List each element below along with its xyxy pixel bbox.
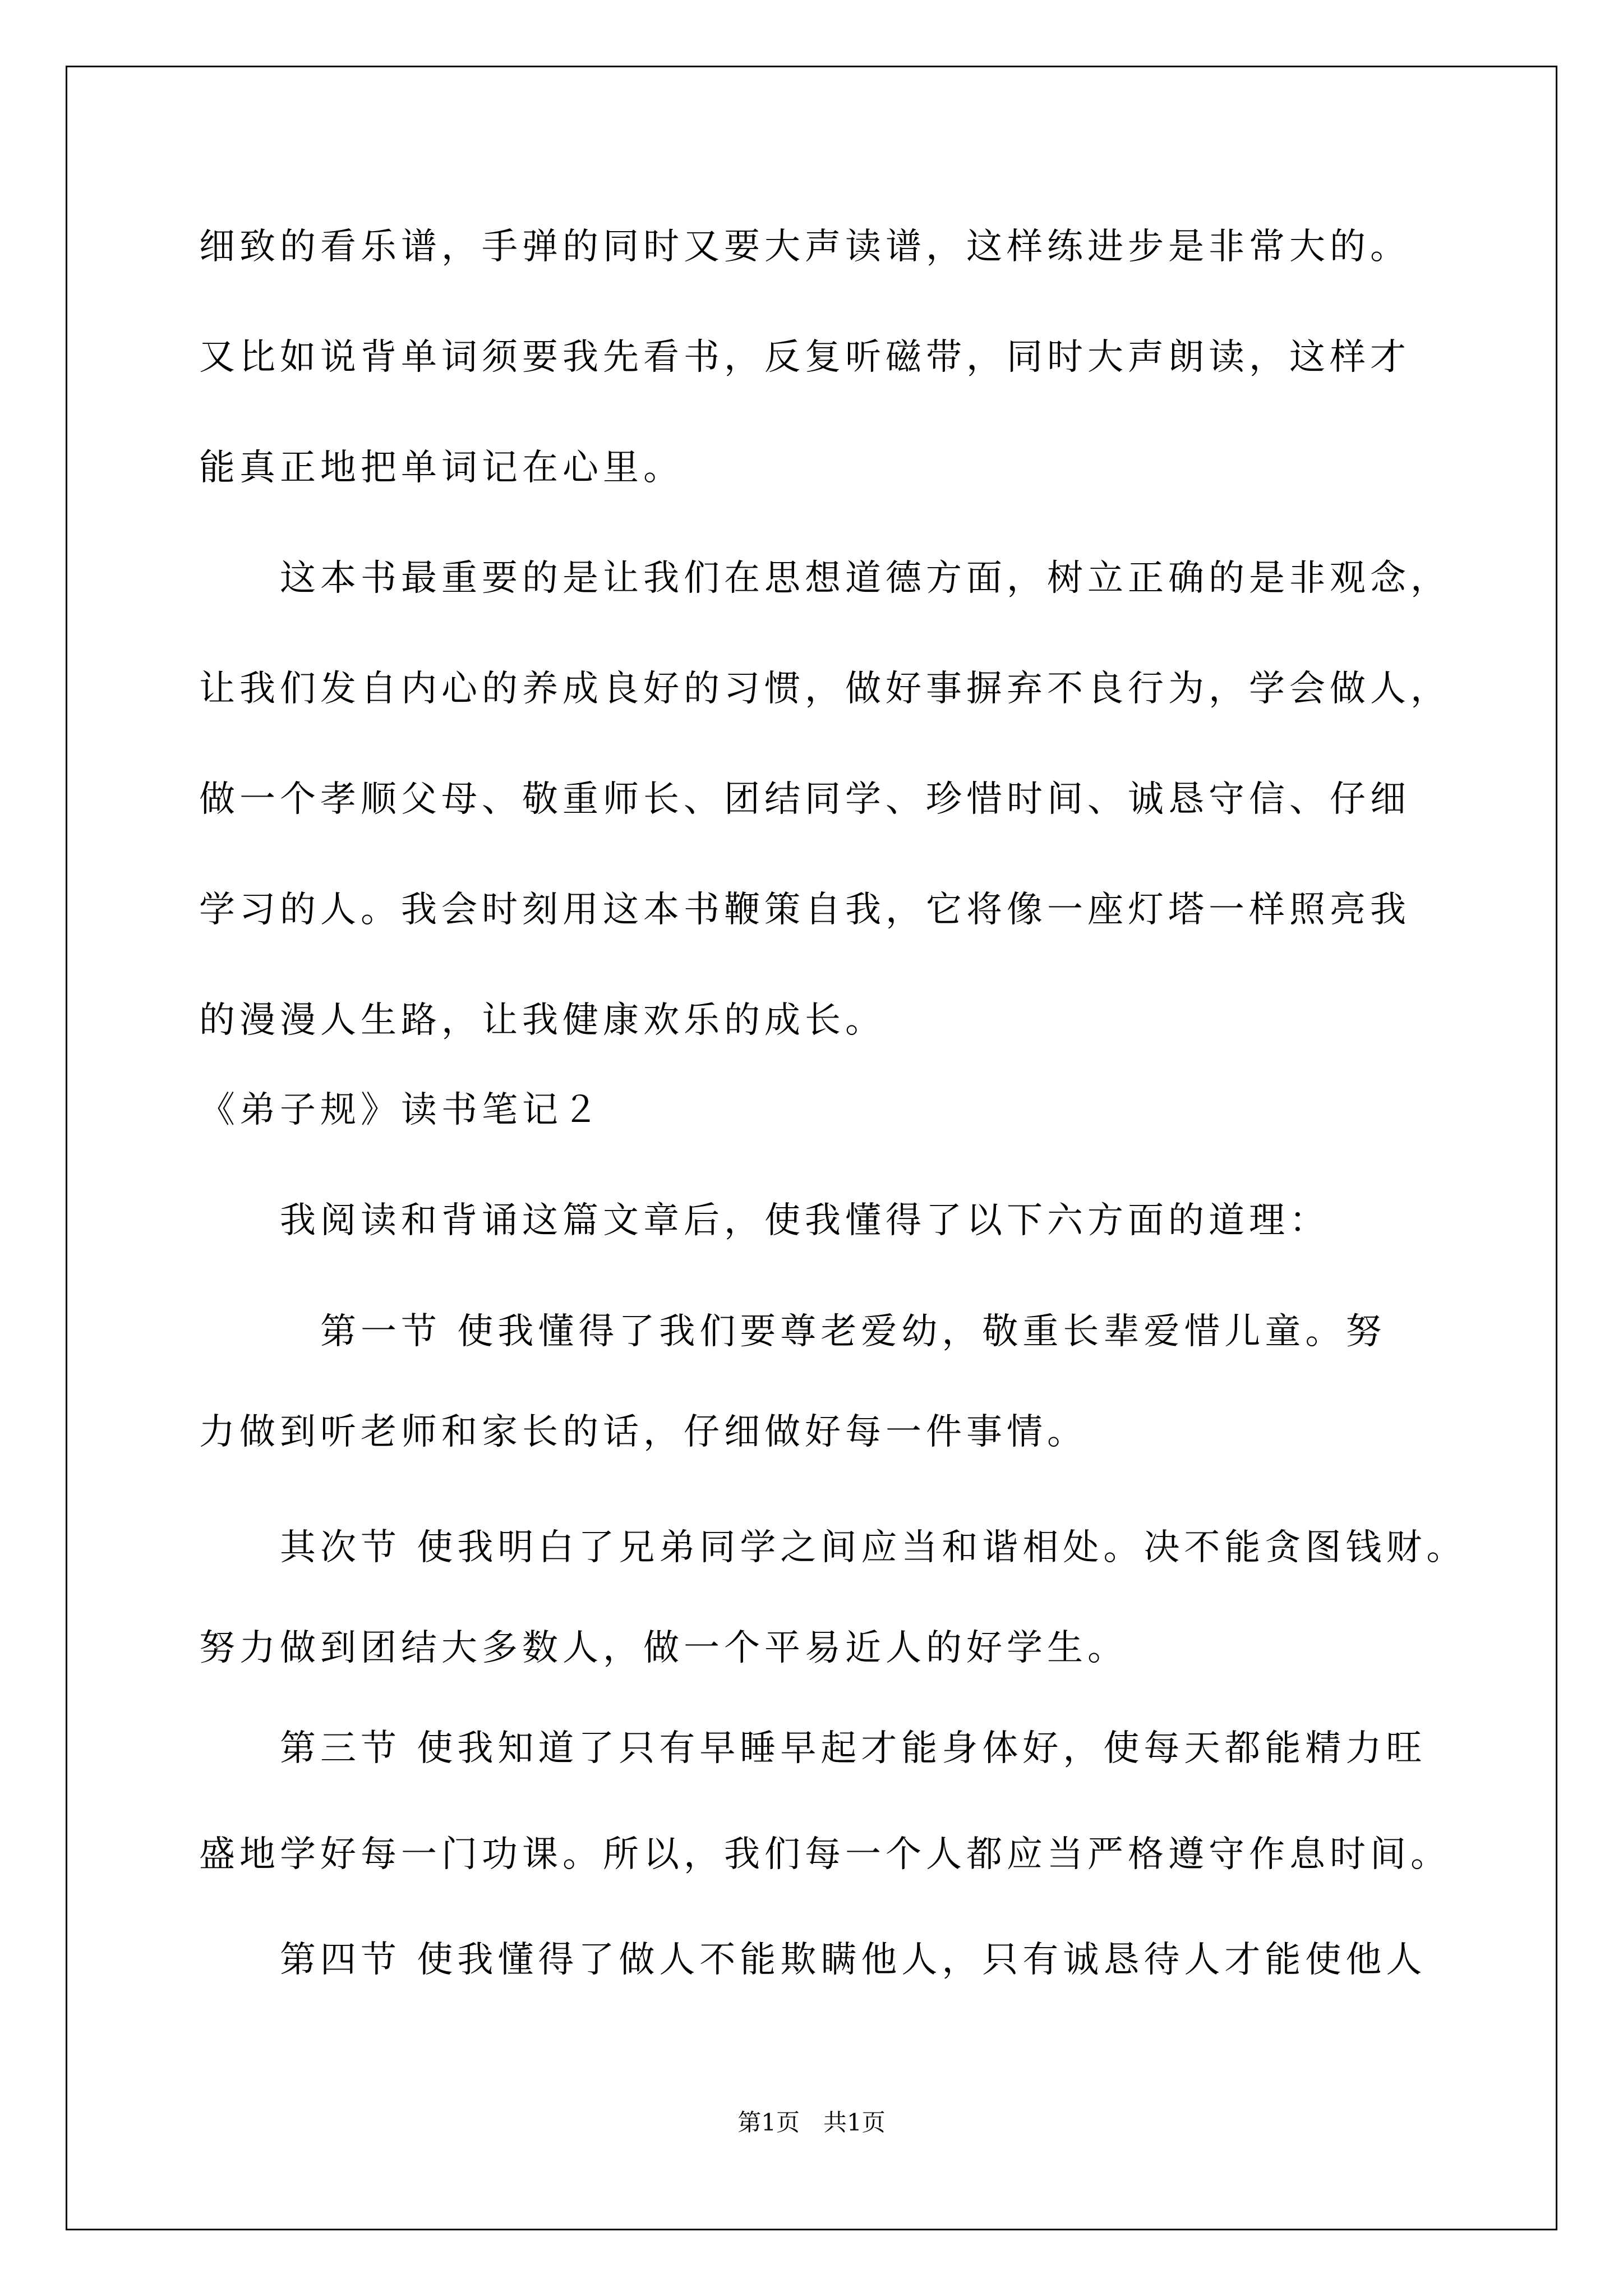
body-text-line: 又比如说背单词须要我先看书，反复听磁带，同时大声朗读，这样才 — [199, 337, 1410, 378]
page-border — [66, 66, 1557, 2230]
body-text-line: 做一个孝顺父母、敬重师长、团结同学、珍惜时间、诚恳守信、仔细 — [199, 779, 1410, 820]
body-text-line: 细致的看乐谱，手弹的同时又要大声读谱，这样练进步是非常大的。 — [199, 226, 1410, 268]
body-text-line: 盛地学好每一门功课。所以，我们每一个人都应当严格遵守作息时间。 — [199, 1834, 1451, 1875]
body-text-line: 的漫漫人生路，让我健康欢乐的成长。 — [199, 1000, 886, 1041]
body-text-line: 这本书最重要的是让我们在思想道德方面，树立正确的是非观念， — [199, 558, 1451, 599]
section-heading: 《弟子规》读书笔记２ — [199, 1089, 603, 1131]
body-text-line: 第三节 使我知道了只有早睡早起才能身体好，使每天都能精力旺 — [199, 1728, 1427, 1769]
body-text-line: 我阅读和背诵这篇文章后，使我懂得了以下六方面的道理： — [199, 1200, 1330, 1241]
body-text-line: 第四节 使我懂得了做人不能欺瞒他人，只有诚恳待人才能使他人 — [199, 1939, 1427, 1981]
body-text-line: 能真正地把单词记在心里。 — [199, 447, 684, 489]
body-text-line: 努力做到团结大多数人，做一个平易近人的好学生。 — [199, 1627, 1128, 1669]
body-text-line: 学习的人。我会时刻用这本书鞭策自我，它将像一座灯塔一样照亮我 — [199, 889, 1410, 931]
page-number-footer: 第1页 共1页 — [737, 2109, 886, 2136]
body-text-line: 其次节 使我明白了兄弟同学之间应当和谐相处。决不能贪图钱财。 — [199, 1527, 1467, 1568]
body-text-line: 让我们发自内心的养成良好的习惯，做好事摒弃不良行为，学会做人， — [199, 668, 1451, 710]
body-text-line: 力做到听老师和家长的话，仔细做好每一件事情。 — [199, 1411, 1087, 1453]
body-text-line: 第一节 使我懂得了我们要尊老爱幼，敬重长辈爱惜儿童。努 — [199, 1311, 1386, 1352]
